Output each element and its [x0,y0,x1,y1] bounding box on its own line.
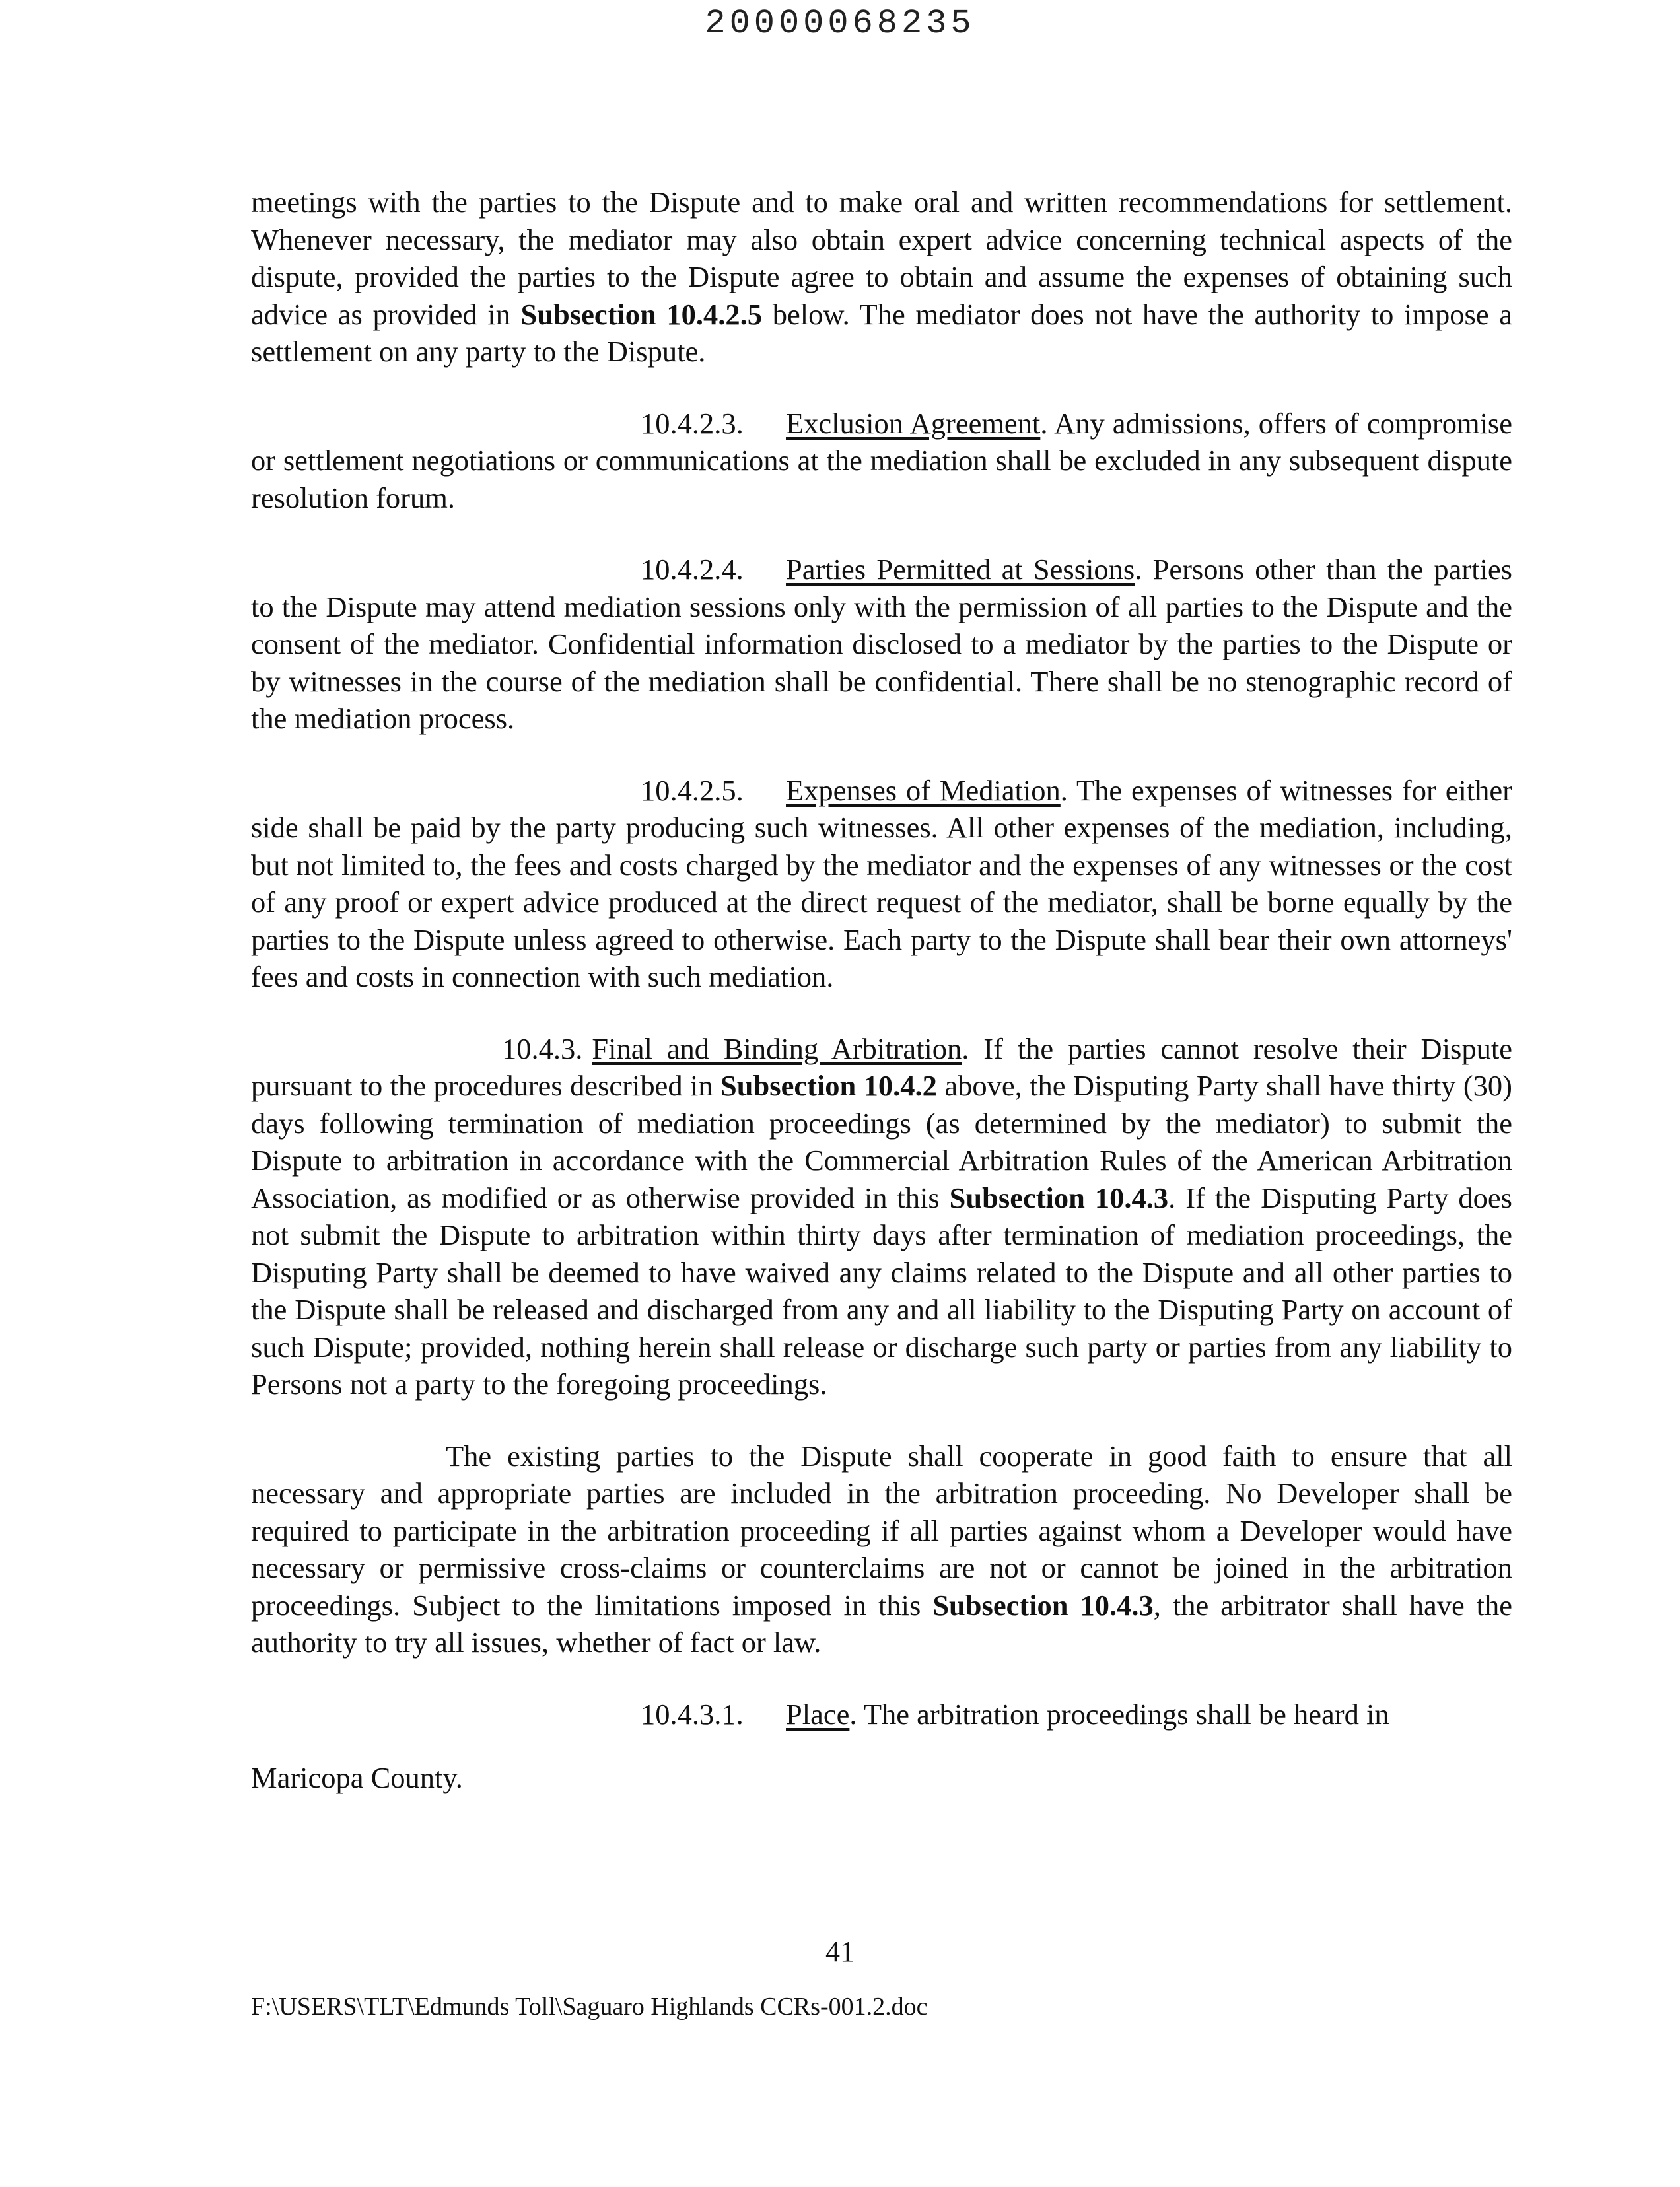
section-text: . If the parties cannot resolve their Dispute pursuant to the procedures described in [251,1031,1512,1102]
section-text: . The expenses of witnesses for either side shall be paid by the party producing such witnesses. All other expenses of the mediation, including, but not limited to, the fees and costs charged by the mediator and the expenses of any witnesses or the cost of any proof or expert advice produced at the direct request of the mediator, shall be borne equally by the parties to the Dispute unless agreed to otherwise. Each party to the Dispute shall bear their own attorneys' fees and costs in connection with such mediation. [251,773,1512,993]
section-heading: Place [786,1697,850,1731]
section-text: . Persons other than the parties to the Dispute may attend mediation sessions only with the permission of all parties to the Dispute and the consent of the mediator. Confidential information disclosed to a mediator by the parties to the Dispute or by witnesses in the course of the mediation shall be confidential. There shall be no stenographic record of the mediation process. [251,553,1512,735]
section-text: above, the Disputing Party shall have thirty (30) days following termination of mediation proceedings (as determined by the mediator) to submit the Dispute to arbitration in accordance with the Commercial Arbitration Rules of the American Arbitration Association, as modified or as otherwise provided in this [251,1069,1512,1214]
document-id-stamp: 20000068235 [705,4,975,43]
paragraph-text: , the arbitrator shall have the authority to try all issues, whether of fact or law. [251,1588,1513,1659]
section-number: 10.4.2.4. [641,553,744,586]
subsection-reference: Subsection 10.4.3 [949,1181,1169,1214]
paragraph-text: meetings with the parties to the Dispute and to make oral and written recommendations for settlement. Whenever necessary, the mediator may also obtain expert advice concerning technical aspects of the dispute, provided the parties to the Dispute agree to obtain and assume the expenses of obtaining such advice as provided in [251,186,1512,331]
section-10-4-3 [251,1030,1512,1403]
paragraph-text: below. The mediator does not have the authority to impose a settlement on any party to the Dispute. [251,297,1512,368]
section-10-4-2-3 [251,405,1512,517]
page-number: 41 [825,1935,855,1968]
section-heading: Parties Permitted at Sessions [786,553,1135,586]
document-body [251,184,1512,1797]
section-number: 10.4.3. [502,1031,583,1065]
section-text: . Any admissions, offers of compromise or settlement negotiations or communications at the mediation shall be excluded in any subsequent dispute resolution forum. [251,406,1513,514]
subsection-reference: Subsection 10.4.3 [932,1588,1154,1622]
section-text: . The arbitration proceedings shall be heard in [849,1697,1389,1731]
section-number: 10.4.2.3. [641,406,744,440]
section-number: 10.4.3.1. [641,1697,744,1731]
section-heading: Exclusion Agreement [786,406,1041,440]
paragraph-existing-parties [251,1438,1512,1661]
section-number: 10.4.2.5. [641,773,744,807]
footer-file-path: F:\USERS\TLT\Edmunds Toll\Saguaro Highlands CCRs-001.2.doc [251,1993,928,2021]
paragraph-mediation-continued [251,184,1512,370]
section-text: . If the Disputing Party does not submit the Dispute to arbitration within thirty days after termination of mediation proceedings, the Disputing Party shall be deemed to have waived any claims related to the Dispute and all other parties to the Dispute shall be released and discharged from any and all liability to the Disputing Party on account of such Dispute; provided, nothing herein shall release or discharge such party or parties from any liability to Persons not a party to the foregoing proceedings. [251,1181,1513,1401]
section-10-4-3-1 [251,1696,1512,1733]
section-10-4-2-5 [251,772,1512,996]
paragraph-text: The existing parties to the Dispute shall cooperate in good faith to ensure that all necessary and appropriate parties are included in the arbitration proceeding. No Developer shall be required to participate in the arbitration proceeding if all parties against whom a Developer would have necessary or permissive cross-claims or counterclaims are not or cannot be joined in the arbitration proceedings. Subject to the limitations imposed in this [251,1439,1512,1622]
section-10-4-2-4 [251,551,1512,738]
subsection-reference: Subsection 10.4.2.5 [520,297,763,331]
subsection-reference: Subsection 10.4.2 [720,1069,937,1102]
section-text-continued: Maricopa County. [251,1761,463,1794]
section-heading: Final and Binding Arbitration [592,1031,962,1065]
section-heading: Expenses of Mediation [786,773,1061,807]
